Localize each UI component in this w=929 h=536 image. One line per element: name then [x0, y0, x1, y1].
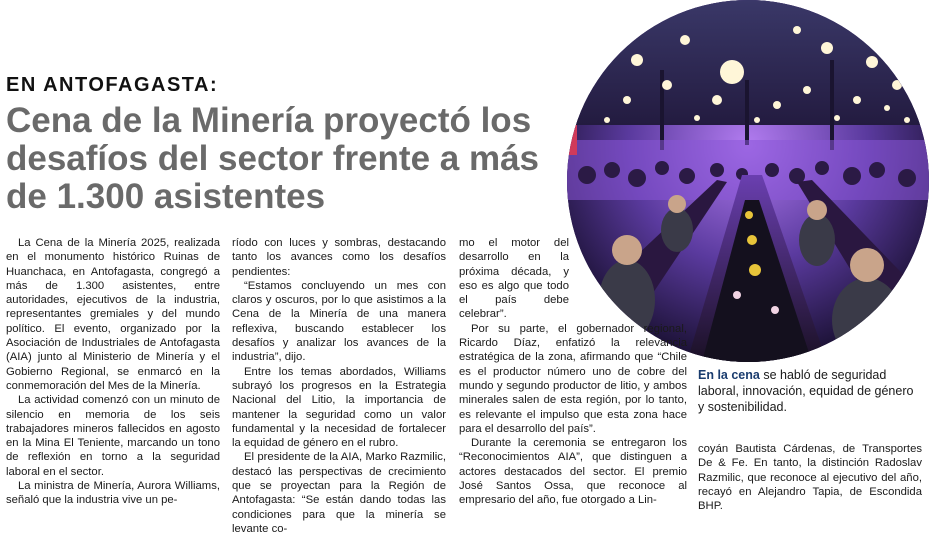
paragraph: ríodo con luces y sombras, destacando tanto los avances como los desafíos pendientes: [232, 237, 446, 278]
article-column-1 [6, 236, 220, 508]
paragraph: La Cena de la Minería 2025, realizada en el monumento histórico Ruinas de Huanchaca, en Antofagasta, congregó a más de 1.300 asistentes, entre autoridades, ejecutivos de la industria, representantes gremiales y del mundo político. El evento, organizado por la Asociación de Industriales de Antofagasta (AIA) junto al Ministerio de Minería y el Gobierno Regional, se enmarcó en la conmemoración del Mes de la Minería. [6, 237, 220, 392]
paragraph: El presidente de la AIA, Marko Razmilic, destacó las perspectivas de crecimiento que se proyectan para la Región de Antofagasta: “Se están dando todas las condiciones para que la minería se levante co- [232, 451, 446, 535]
article-column-2 [232, 236, 446, 536]
article-column-3 [459, 236, 687, 508]
section-kicker: EN ANTOFAGASTA: [6, 74, 219, 96]
paragraph: “Estamos concluyendo un mes con claros y oscuros, por lo que asistimos a la Cena de la Minería de una manera reflexiva, buscando establecer los desafíos y analizar los avances de la industria”, dijo. [232, 279, 446, 364]
paragraph: La ministra de Minería, Aurora Williams, señaló que la industria vive un pe- [6, 480, 220, 507]
paragraph: La actividad comenzó con un minuto de silencio en memoria de los seis trabajadores mineros fallecidos en agosto en la Mina El Teniente, marcando un tono de reflexión en torno a la seguridad laboral en el sector. [6, 394, 220, 478]
article-headline: Cena de la Minería proyectó los desafíos del sector frente a más de 1.300 asistentes [6, 101, 539, 216]
paragraph: coyán Bautista Cárdenas, de Transportes De & Fe. En tanto, la distinción Radoslav Razmilic, que reconoce al ejecutivo del año, recayó en Alejandro Tapia, de Escondida BHP. [698, 443, 922, 513]
paragraph: Durante la ceremonia se entregaron los “Reconocimientos AIA”, que distinguen a actores destacados del sector. El premio José Santos Ossa, que reconoce al empresario del año, fue otorgado a Lin- [459, 437, 687, 507]
caption-lead: En la cena [698, 368, 760, 382]
photo-caption [698, 367, 920, 415]
paragraph: Entre los temas abordados, Williams subrayó los progresos en la Estrategia Nacional del Litio, la importancia de mantener la seguridad como un valor fundamental y la necesidad de fortalecer la equidad de género en el rubro. [232, 365, 446, 450]
paragraph: Por su parte, el gobernador regional, Ricardo Díaz, enfatizó la relevancia estratégica de la zona, afirmando que “Chile es el productor número uno de cobre del mundo y segundo productor de litio, y ambos minerales salen de esta región, por lo tanto, es relevante el impulso que esta zona hace para el desarrollo del país”. [459, 322, 687, 435]
paragraph: mo el motor del desarrollo en la próxima década, y eso es algo que todo el país debe celebrar”. [459, 237, 569, 321]
caption-text: se habló de seguridad laboral, innovación, equidad de género y sostenibilidad. [698, 368, 914, 414]
article-column-4 [698, 442, 922, 513]
